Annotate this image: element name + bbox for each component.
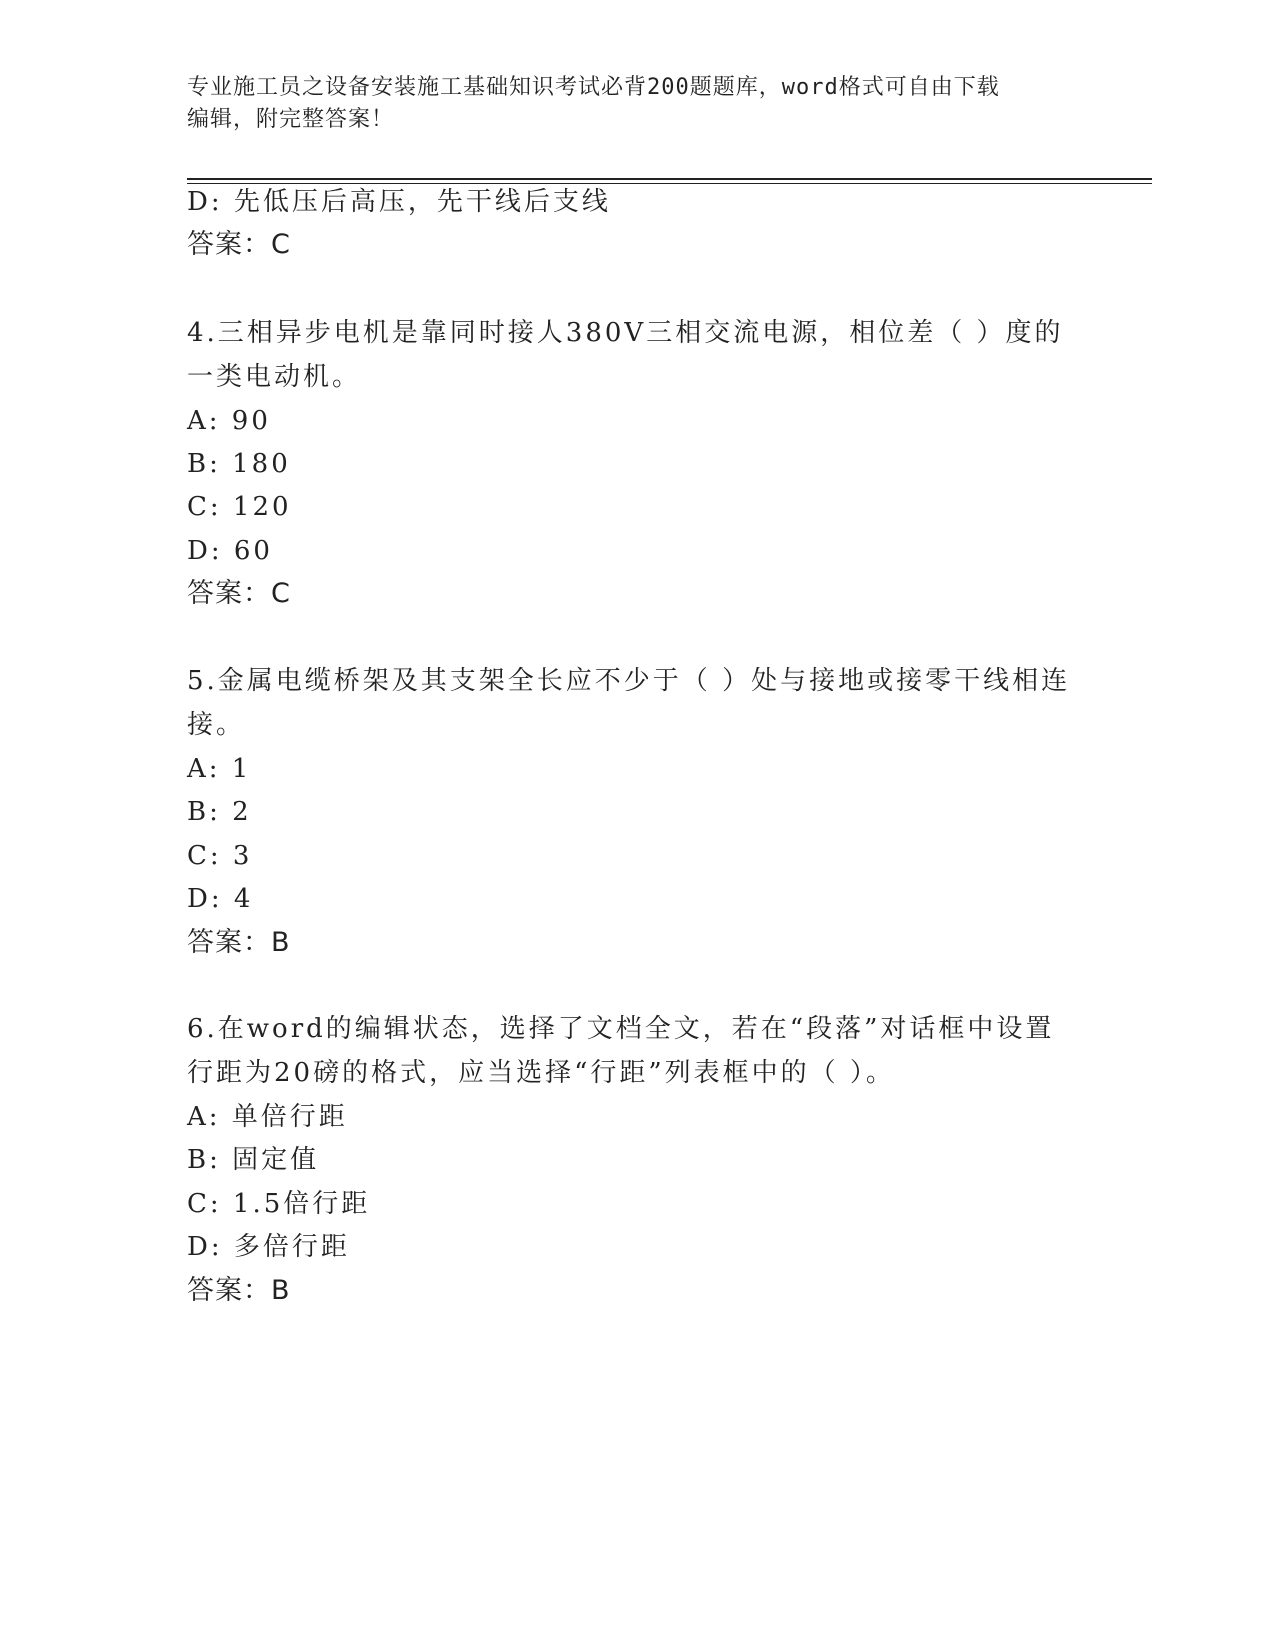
q5-stem-line2: 接。 [187, 710, 246, 740]
q6-option-c: C: 1.5倍行距 [187, 1189, 371, 1219]
q4-stem-line1: 4.三相异步电机是靠同时接人380V三相交流电源，相位差（ ）度的 [187, 318, 1064, 348]
q5-option-d: D: 4 [187, 884, 254, 914]
q3-answer: 答案：C [187, 229, 291, 260]
header-divider-thick [187, 178, 1152, 180]
q4-option-a: A: 90 [187, 406, 271, 436]
document-header [187, 72, 1087, 136]
header-title-line2: 编辑，附完整答案！ [187, 107, 395, 132]
q5-option-a: A: 1 [187, 754, 252, 784]
q6-stem-line1: 6.在word的编辑状态，选择了文档全文，若在“段落”对话框中设置 [187, 1014, 1055, 1044]
q4-option-d: D: 60 [187, 536, 273, 566]
header-title-line1: 专业施工员之设备安装施工基础知识考试必背200题题库，word格式可自由下载 [187, 75, 1000, 100]
q6-option-a: A: 单倍行距 [187, 1102, 348, 1132]
q6-option-d: D: 多倍行距 [187, 1232, 350, 1262]
q4-option-b: B: 180 [187, 449, 291, 479]
q6-option-b: B: 固定值 [187, 1145, 320, 1175]
q4-answer: 答案：C [187, 578, 291, 609]
q5-answer: 答案：B [187, 927, 291, 958]
q4-option-c: C: 120 [187, 492, 292, 522]
q4-stem-line2: 一类电动机。 [187, 362, 362, 392]
q3-option-d: D: 先低压后高压，先干线后支线 [187, 187, 611, 217]
q5-stem-line1: 5.金属电缆桥架及其支架全长应不少于（ ）处与接地或接零干线相连 [187, 666, 1071, 696]
q5-option-c: C: 3 [187, 841, 253, 871]
header-divider-thin [187, 183, 1152, 184]
q6-stem-line2: 行距为20磅的格式，应当选择“行距”列表框中的（ ）。 [187, 1058, 895, 1088]
q5-option-b: B: 2 [187, 797, 252, 827]
q6-answer: 答案：B [187, 1275, 291, 1306]
